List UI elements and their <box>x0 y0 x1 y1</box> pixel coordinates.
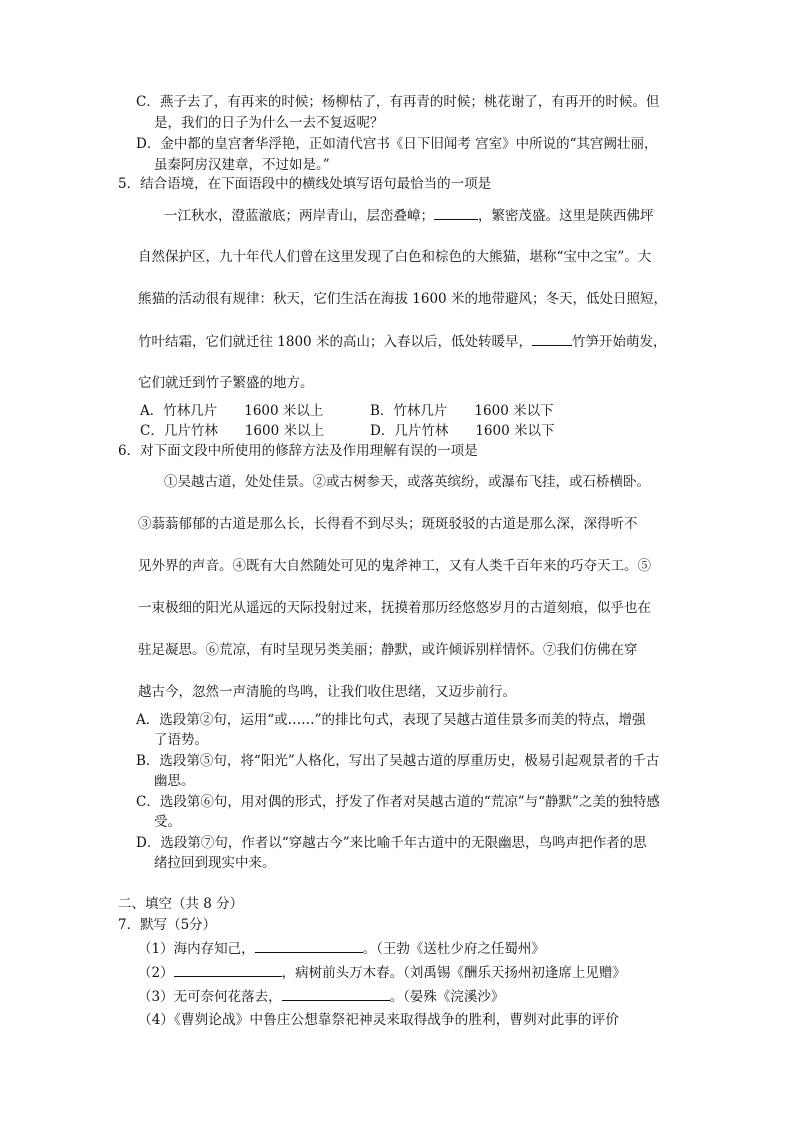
q5-passage-line1 <box>164 205 654 226</box>
q7-item-text: （1）海内存知己， <box>138 941 255 957</box>
q7-item-text: 。（晏殊《浣溪沙》 <box>389 989 505 1005</box>
q6-option-b-line2: 幽思。 <box>154 773 195 789</box>
q6-passage-line5: 驻足凝思。⑥荒凉，有时呈现另类美丽；静默，或许倾诉别样情怀。⑦我们仿佛在穿 <box>138 642 638 658</box>
q6-option-a-line1: A．选段第②句，运用“或……”的排比句式，表现了吴越古道佳景多而美的特点，增强 <box>136 712 646 728</box>
q4-option-d-line1: D．金中都的皇宫奢华浮艳，正如清代宫书《日下旧闻考 宫室》中所说的“其宫阙壮丽， <box>136 136 658 152</box>
q7-item-text: （3）无可奈何花落去， <box>138 989 282 1005</box>
q6-passage-line2: ③蓊蓊郁郁的古道是那么长，长得看不到尽头；斑斑驳驳的古道是那么深，深得听不 <box>138 516 638 532</box>
q5-passage-text: 竹叶结霜，它们就迁往 1800 米的高山；入春以后，低处转暖早， <box>138 334 532 350</box>
q5-passage-line2: 自然保护区，九十年代人们曾在这里发现了白色和棕色的大熊猫，堪称“宝中之宝”。大 <box>138 249 652 265</box>
q6-passage-line4: 一束极细的阳光从遥远的天际投射过来，抚摸着那历经悠悠岁月的古道刻痕，似乎也在 <box>138 600 651 616</box>
q6-passage-line3: 见外界的声音。④既有大自然随处可见的鬼斧神工，又有人类千百年来的巧夺天工。⑤ <box>138 558 651 574</box>
q5-passage-text: ，繁密茂盛。这里是陕西佛坪 <box>478 208 654 224</box>
q5-stem: 5．结合语境，在下面语段中的横线处填写语句最恰当的一项是 <box>118 176 492 192</box>
q7-item-3 <box>138 986 504 1007</box>
q6-stem: 6．对下面文段中所使用的修辞方法及作用理解有误的一项是 <box>118 443 478 459</box>
q4-option-d-line2: 虽秦阿房汉建章，不过如是。” <box>154 157 330 173</box>
q5-option-b: B．竹林几片 1600 米以下 <box>370 403 554 419</box>
q7-item-text: （2） <box>138 965 174 981</box>
q5-option-d: D．几片竹林 1600 米以下 <box>370 423 555 439</box>
q7-stem: 7．默写（5分） <box>118 917 217 933</box>
q5-passage-line4 <box>138 331 666 352</box>
q7-item-2 <box>138 962 626 983</box>
q7-item-1 <box>138 938 545 959</box>
q5-option-a: A．竹林几片 1600 米以上 <box>140 403 324 419</box>
q5-passage-line3: 熊猫的活动很有规律：秋天，它们生活在海拔 1600 米的地带避风；冬天，低处日照短， <box>138 291 667 307</box>
q6-passage-line6: 越古今，忽然一声清脆的鸟鸣，让我们收住思绪，又迈步前行。 <box>138 684 516 700</box>
q5-passage-text: 一江秋水，澄蓝澈底；两岸青山，层峦叠嶂； <box>164 208 434 224</box>
q6-option-b-line1: B．选段第⑤句，将“阳光”人格化，写出了吴越古道的厚重历史，极易引起观景者的千古 <box>136 753 660 769</box>
q7-item-text: ，病树前头万木春。（刘禹锡《酬乐天扬州初逢席上见赠》 <box>281 965 626 981</box>
q6-option-c-line1: C．选段第⑥句，用对偶的形式，抒发了作者对吴越古道的“荒凉”与“静默”之美的独特感 <box>136 794 660 810</box>
q5-passage-line5: 它们就迁到竹子繁盛的地方。 <box>138 375 314 391</box>
q6-option-c-line2: 受。 <box>154 814 181 830</box>
q6-option-d-line1: D．选段第⑦句，作者以“穿越古今”来比喻千年古道中的无限幽思，鸟鸣声把作者的思 <box>136 835 647 851</box>
q7-item-4: （4）《曹刿论战》中鲁庄公想靠祭祀神灵来取得战争的胜利，曹刿对此事的评价 <box>138 1012 619 1028</box>
answer-blank[interactable] <box>282 986 390 1001</box>
section-heading: 二、填空（共 8 分） <box>118 896 244 912</box>
answer-blank[interactable] <box>532 331 572 346</box>
q5-option-c: C．几片竹林 1600 米以上 <box>140 423 324 439</box>
q7-item-text: 。（王勃《送杜少府之任蜀州》 <box>362 941 545 957</box>
q5-passage-text: 竹笋开始萌发， <box>571 334 667 350</box>
answer-blank[interactable] <box>255 938 363 953</box>
q4-option-c-line2: 是，我们的日子为什么一去不复返呢？ <box>154 115 384 131</box>
q4-option-c-line1: C．燕子去了，有再来的时候；杨柳枯了，有再青的时候；桃花谢了，有再开的时候。但 <box>136 94 660 110</box>
q6-option-a-line2: 了语势。 <box>154 732 208 748</box>
answer-blank[interactable] <box>174 962 282 977</box>
q6-option-d-line2: 绪拉回到现实中来。 <box>154 855 276 871</box>
q6-passage-line1: ①吴越古道，处处佳景。②或古树参天，或落英缤纷，或瀑布飞挂，或石桥横卧。 <box>164 474 650 490</box>
answer-blank[interactable] <box>434 205 478 220</box>
